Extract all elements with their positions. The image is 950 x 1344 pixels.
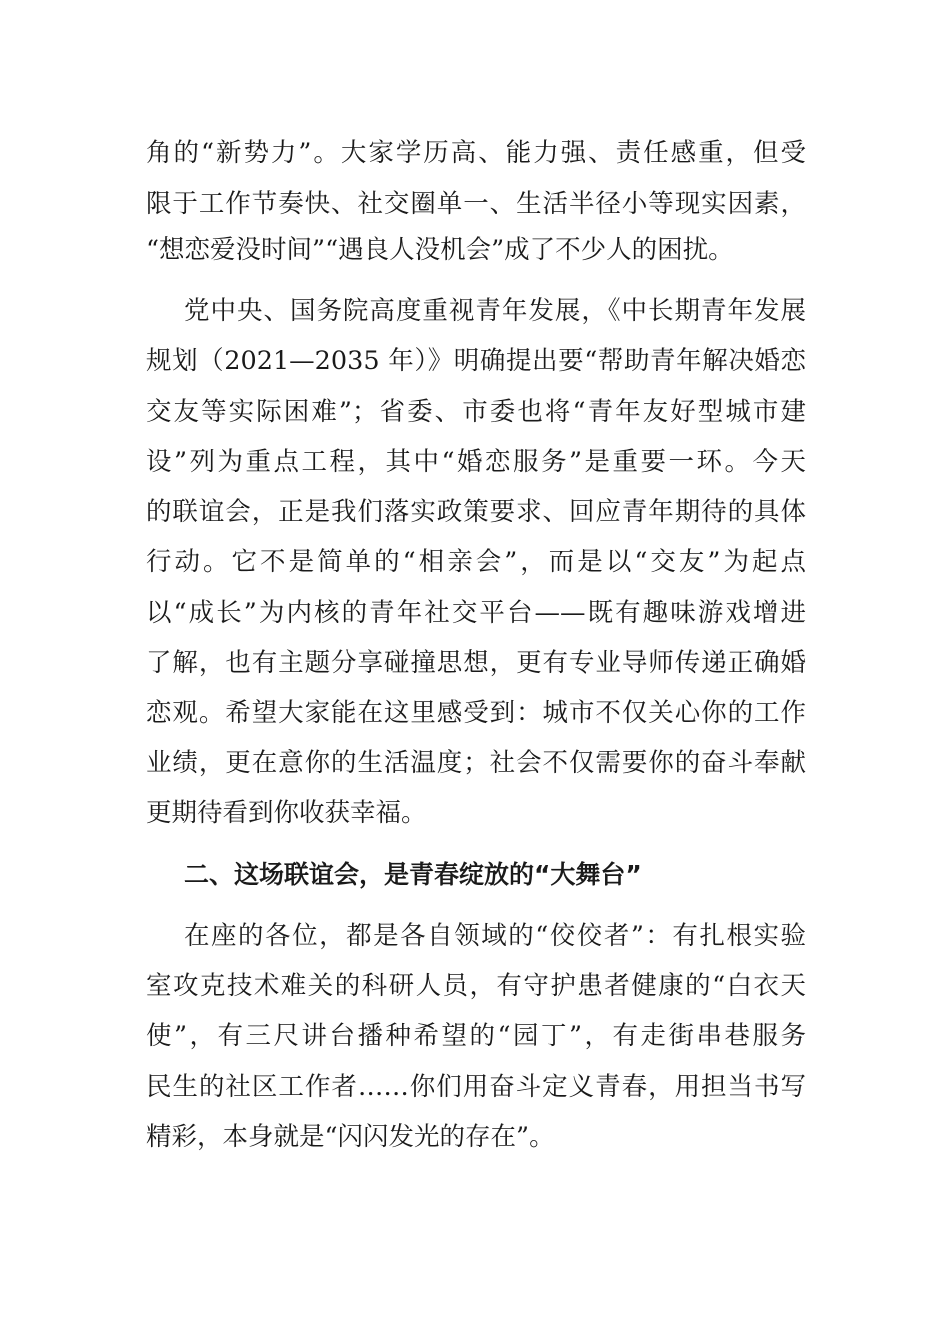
paragraph-2-line-5: 的联谊会，正是我们落实政策要求、回应青年期待的具体: [146, 497, 806, 527]
paragraph-3-line-2: 室攻克技术难关的科研人员，有守护患者健康的“白衣天: [146, 971, 806, 1001]
paragraph-1-line-2: 限于工作节奏快、社交圈单一、生活半径小等现实因素，: [146, 189, 806, 219]
section-heading-2: 二、这场联谊会，是青春绽放的“大舞台”: [184, 860, 642, 889]
paragraph-1-line-3: “想恋爱没时间”“遇良人没机会”成了不少人的困扰。: [146, 235, 734, 265]
paragraph-2-line-11: 更期待看到你收获幸福。: [146, 798, 427, 828]
paragraph-3-line-4: 民生的社区工作者……你们用奋斗定义青春，用担当书写: [146, 1072, 806, 1102]
paragraph-2-line-4: 设”列为重点工程，其中“婚恋服务”是重要一环。今天: [146, 447, 806, 477]
paragraph-2-line-6: 行动。它不是简单的“相亲会”，而是以“交友”为起点: [146, 547, 806, 577]
paragraph-3-line-5: 精彩，本身就是“闪闪发光的存在”。: [146, 1122, 555, 1152]
paragraph-3-line-3: 使”，有三尺讲台播种希望的“园丁”，有走街串巷服务: [146, 1021, 806, 1051]
paragraph-2-line-7: 以“成长”为内核的青年社交平台——既有趣味游戏增进: [146, 598, 806, 628]
paragraph-2-line-9: 恋观。希望大家能在这里感受到：城市不仅关心你的工作: [146, 698, 806, 728]
paragraph-2-line-10: 业绩，更在意你的生活温度；社会不仅需要你的奋斗奉献: [146, 748, 806, 778]
paragraph-2-line-3: 交友等实际困难”；省委、市委也将“青年友好型城市建: [146, 397, 806, 427]
paragraph-1-line-1: 角的“新势力”。大家学历高、能力强、责任感重，但受: [146, 138, 806, 168]
paragraph-2-line-2: 规划（2021—2035 年）》明确提出要“帮助青年解决婚恋: [146, 346, 806, 376]
paragraph-3-line-1: 在座的各位，都是各自领域的“佼佼者”：有扎根实验: [184, 921, 806, 951]
paragraph-2-line-1: 党中央、国务院高度重视青年发展，《中长期青年发展: [184, 296, 806, 326]
paragraph-2-line-8: 了解，也有主题分享碰撞思想，更有专业导师传递正确婚: [146, 648, 806, 678]
